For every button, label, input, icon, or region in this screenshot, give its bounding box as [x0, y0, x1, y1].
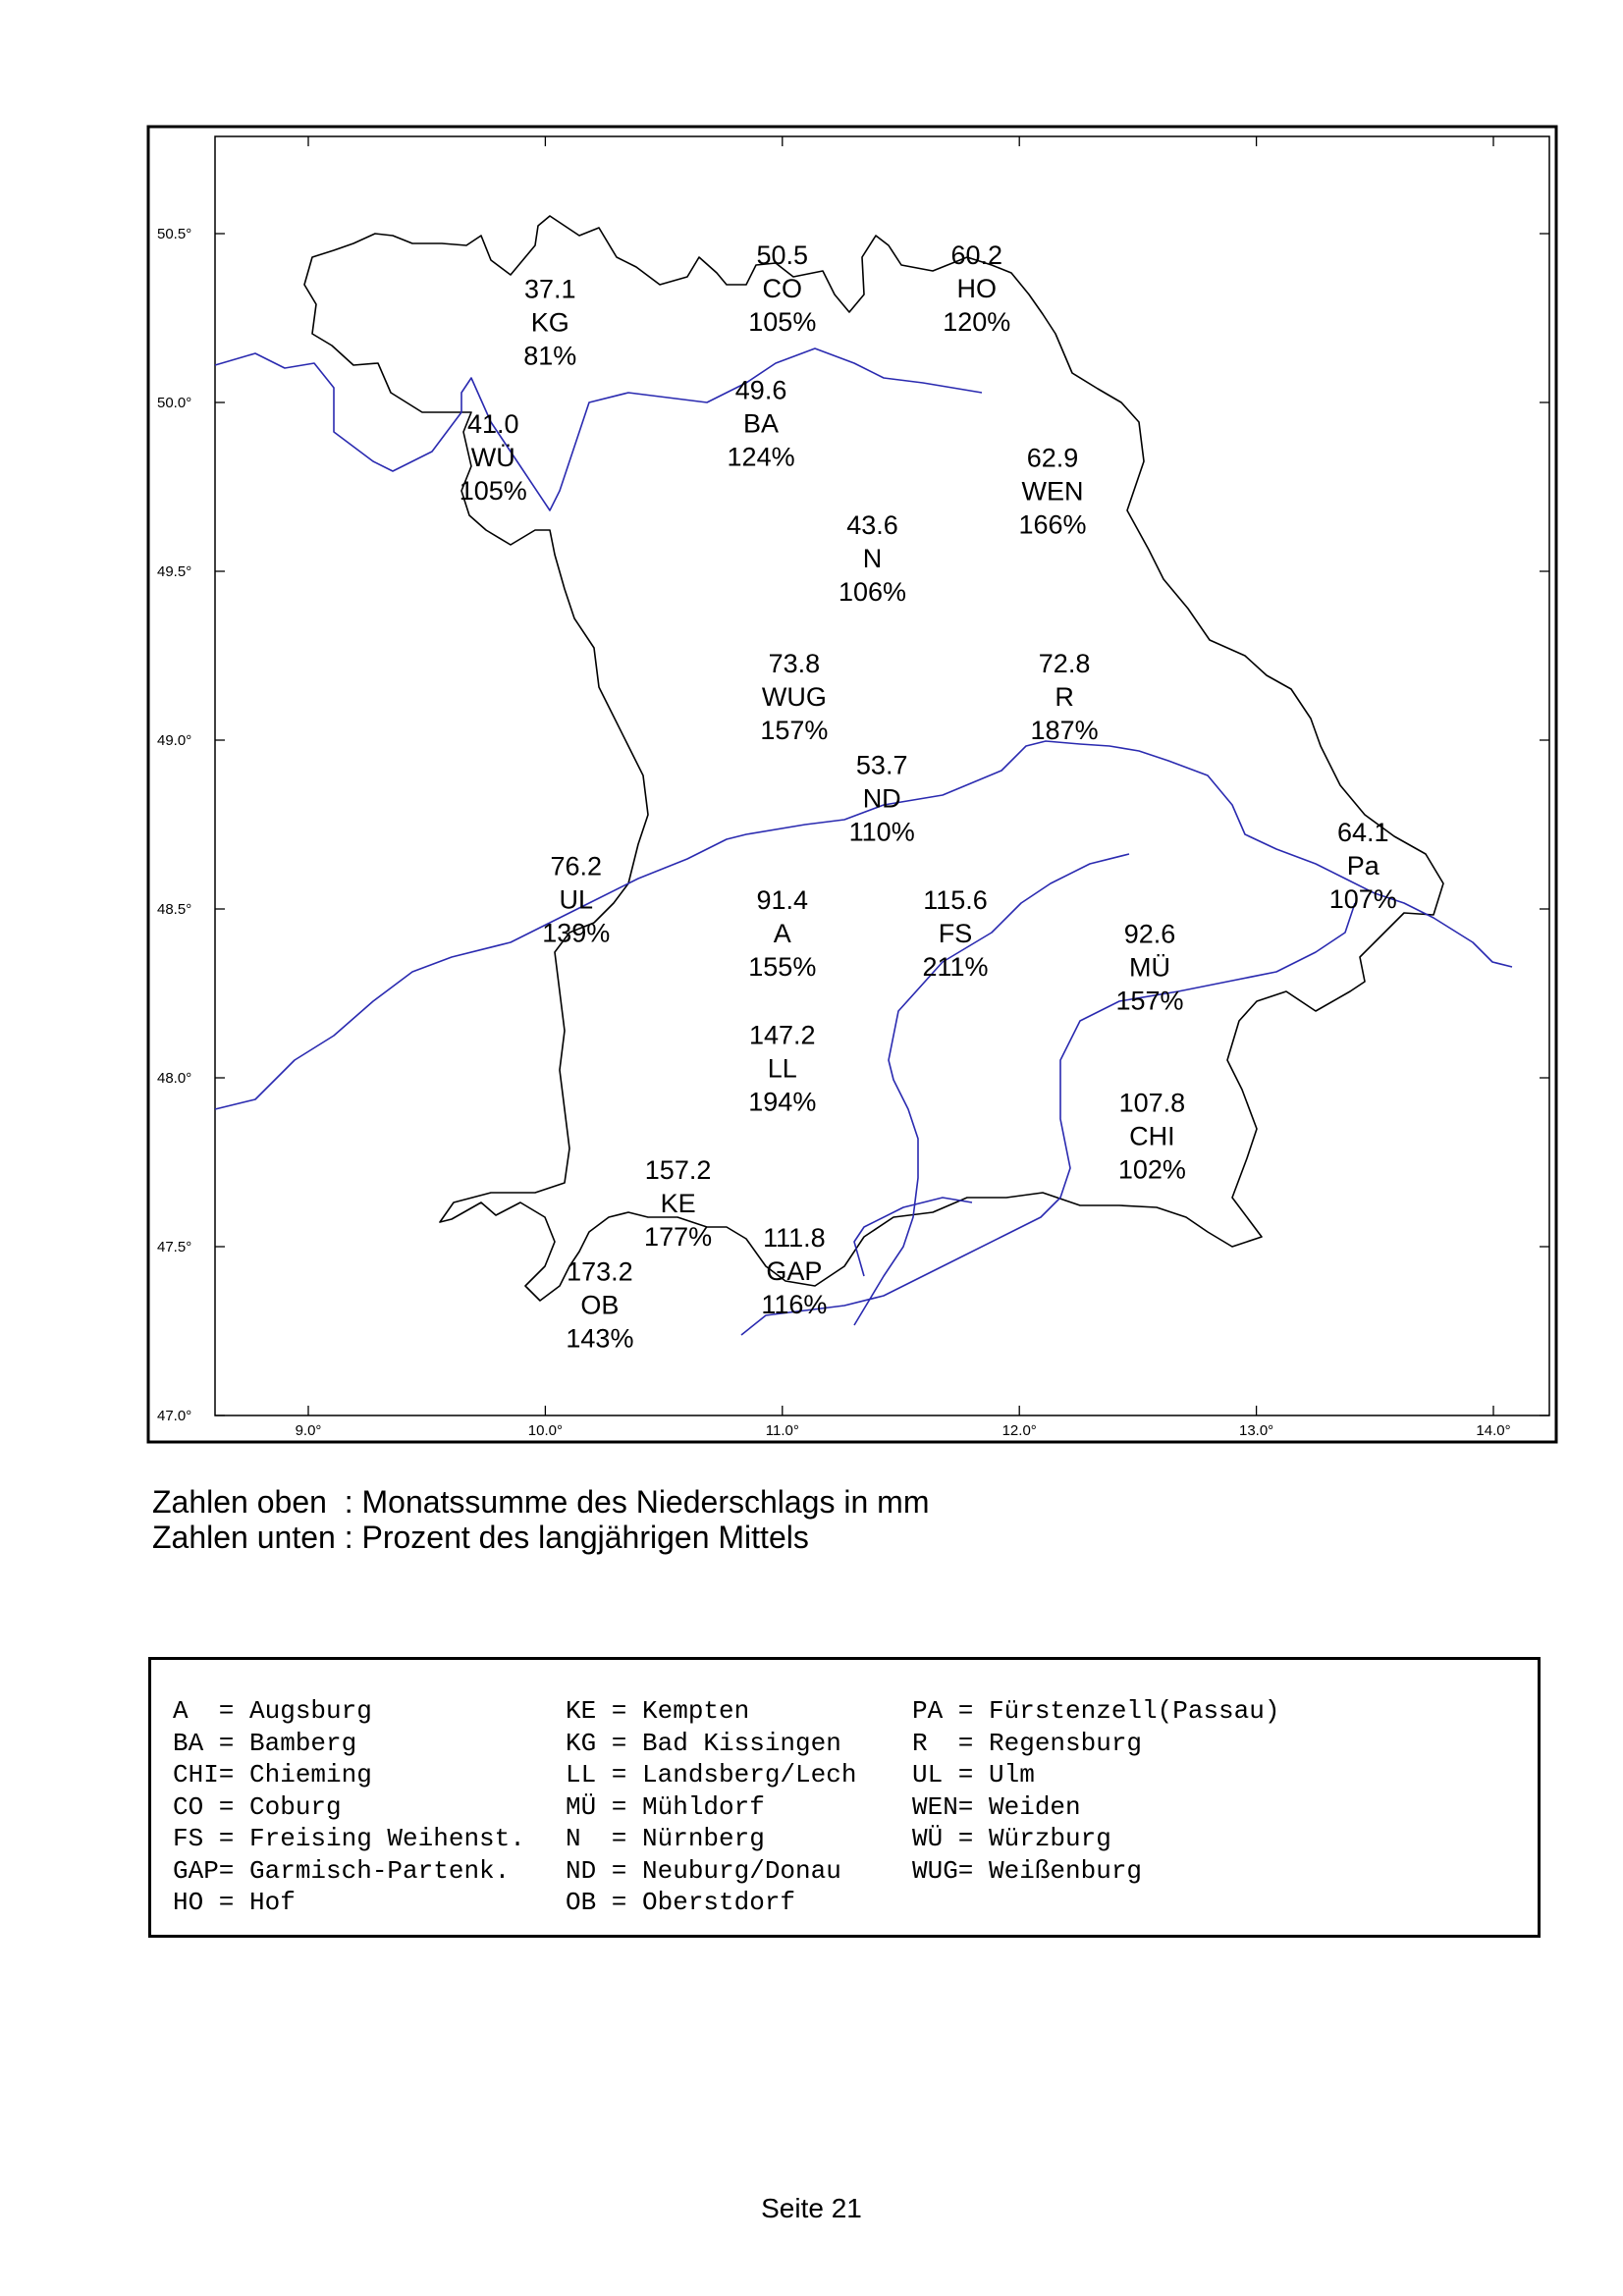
station-amount: 53.7 [855, 750, 908, 780]
station-percent: 116% [761, 1290, 828, 1319]
station-ke [644, 1155, 712, 1252]
lon-tick-label: 9.0° [295, 1422, 322, 1439]
station-amount: 72.8 [1038, 649, 1091, 679]
station-amount: 76.2 [550, 851, 603, 881]
station-nd [849, 750, 915, 846]
station-percent: 106% [839, 577, 907, 608]
key-entry: CHI= Chieming [173, 1760, 372, 1789]
station-code: CO [762, 273, 803, 303]
station-ba [728, 376, 795, 472]
station-wug [760, 649, 828, 745]
station-ob [566, 1256, 633, 1353]
key-entry: GAP= Garmisch-Partenk. [173, 1855, 511, 1886]
lon-tick-label: 13.0° [1238, 1422, 1274, 1439]
lon-tick-label: 10.0° [527, 1422, 564, 1439]
river-main [215, 348, 982, 510]
map-outer-frame [148, 127, 1556, 1442]
station-percent: 102% [1117, 1154, 1186, 1185]
lat-tick-label: 47.0° [157, 1408, 192, 1424]
station-code: LL [767, 1053, 797, 1084]
station-percent: 211% [922, 952, 989, 982]
key-entry: CO = Coburg [173, 1791, 342, 1822]
station-ll [748, 1021, 816, 1117]
station-code: KE [660, 1189, 696, 1219]
station-amount: 92.6 [1123, 919, 1176, 949]
station-code: WÜ [470, 442, 515, 472]
station-code: GAP [766, 1256, 823, 1286]
key-column-3 [912, 1695, 1279, 1887]
station-code: KG [530, 307, 569, 338]
station-percent: 107% [1328, 884, 1397, 915]
key-entry: LL = Landsberg/Lech [566, 1760, 857, 1789]
lon-tick-label: 14.0° [1476, 1422, 1511, 1439]
station-percent: 110% [848, 817, 915, 847]
station-co [748, 240, 816, 337]
station-amount: 91.4 [756, 885, 809, 915]
station-code: Pa [1346, 851, 1380, 881]
station-code: OB [580, 1290, 620, 1320]
lat-tick-label: 50.5° [157, 226, 192, 242]
station-code: HO [956, 273, 997, 303]
station-amount: 41.0 [467, 408, 519, 439]
station-wen [1018, 443, 1086, 539]
station-percent: 143% [566, 1323, 634, 1354]
key-entry: PA = Fürstenzell(Passau) [912, 1696, 1280, 1726]
station-mü [1115, 919, 1183, 1015]
station-code: A [773, 919, 791, 948]
station-percent: 166% [1018, 509, 1087, 540]
station-percent: 155% [748, 952, 817, 982]
station-percent: 157% [760, 716, 829, 746]
station-amount: 37.1 [523, 274, 576, 304]
station-amount: 60.2 [950, 240, 1003, 270]
key-entry: WÜ = Würzburg [912, 1824, 1111, 1853]
station-percent: 124% [727, 442, 795, 472]
station-amount: 147.2 [749, 1020, 816, 1050]
legend-line-top: Zahlen oben : Monatssumme des Niederschlags in mm [152, 1484, 930, 1520]
station-r [1031, 649, 1099, 745]
station-amount: 73.8 [768, 649, 821, 679]
lat-tick-label: 50.0° [157, 395, 192, 411]
lat-tick-label: 49.0° [157, 732, 192, 749]
station-percent: 177% [644, 1222, 713, 1253]
key-entry: N = Nürnberg [566, 1824, 765, 1853]
key-entry: MÜ = Mühldorf [566, 1791, 765, 1822]
station-amount: 62.9 [1026, 443, 1079, 473]
station-amount: 173.2 [567, 1256, 633, 1287]
key-entry: WEN= Weiden [912, 1791, 1081, 1822]
key-entry: FS = Freising Weihenst. [173, 1824, 525, 1853]
station-code: CHI [1129, 1121, 1175, 1151]
station-chi [1118, 1088, 1186, 1184]
station-amount: 115.6 [923, 885, 988, 915]
key-entry: OB = Oberstdorf [566, 1888, 796, 1917]
key-entry: A = Augsburg [173, 1696, 372, 1726]
station-code: FS [938, 919, 973, 948]
station-code: R [1055, 682, 1074, 713]
station-pa [1329, 818, 1397, 914]
lat-tick-label: 49.5° [157, 563, 192, 580]
station-percent: 120% [943, 306, 1011, 337]
key-entry: KE = Kempten [566, 1696, 750, 1726]
key-entry: UL = Ulm [912, 1760, 1035, 1789]
station-percent: 81% [523, 341, 577, 371]
page-number: Seite 21 [761, 2193, 862, 2223]
station-amount: 157.2 [644, 1155, 712, 1186]
station-gap [761, 1223, 827, 1319]
station-amount: 50.5 [756, 240, 809, 270]
station-percent: 194% [748, 1087, 817, 1117]
river-inn [741, 903, 1355, 1335]
key-entry: R = Regensburg [912, 1728, 1143, 1758]
lat-tick-label: 48.0° [157, 1070, 192, 1087]
station-fs [922, 885, 988, 982]
key-column-2 [566, 1695, 856, 1919]
station-code: ND [862, 783, 901, 814]
station-n [839, 510, 906, 607]
key-entry: KG = Bad Kissingen [566, 1728, 841, 1758]
station-amount: 111.8 [763, 1223, 826, 1253]
station-ho [943, 240, 1010, 337]
station-amount: 43.6 [846, 510, 898, 541]
key-entry: ND = Neuburg/Donau [566, 1855, 841, 1886]
key-entry: BA = Bamberg [173, 1728, 357, 1758]
station-amount: 64.1 [1336, 818, 1389, 848]
lat-tick-label: 47.5° [157, 1239, 192, 1255]
axis-ticks [157, 136, 1549, 1439]
lon-tick-label: 11.0° [765, 1422, 799, 1439]
station-percent: 105% [748, 306, 817, 337]
lat-tick-label: 48.5° [157, 901, 192, 918]
station-ul [542, 852, 610, 948]
key-entry: WUG= Weißenburg [912, 1855, 1143, 1886]
station-percent: 139% [542, 918, 611, 948]
station-a [748, 885, 816, 982]
station-percent: 105% [459, 475, 527, 506]
station-percent: 187% [1030, 716, 1099, 746]
river-lech [854, 1198, 972, 1276]
station-kg [523, 274, 576, 370]
station-code: WEN [1021, 476, 1084, 507]
key-column-1 [173, 1695, 525, 1919]
station-code: MÜ [1128, 952, 1170, 983]
station-amount: 49.6 [734, 375, 787, 405]
station-amount: 107.8 [1118, 1088, 1186, 1118]
station-code: BA [743, 408, 780, 439]
station-code: UL [559, 884, 594, 915]
station-key [148, 1657, 1541, 1938]
station-percent: 157% [1115, 986, 1184, 1016]
legend-line-bottom: Zahlen unten : Prozent des langjährigen Mittels [152, 1520, 809, 1555]
station-code: WUG [761, 682, 827, 713]
key-entry: HO = Hof [173, 1888, 296, 1917]
station-code: N [862, 544, 883, 574]
lon-tick-label: 12.0° [1001, 1422, 1037, 1439]
river-isar [854, 854, 1129, 1325]
